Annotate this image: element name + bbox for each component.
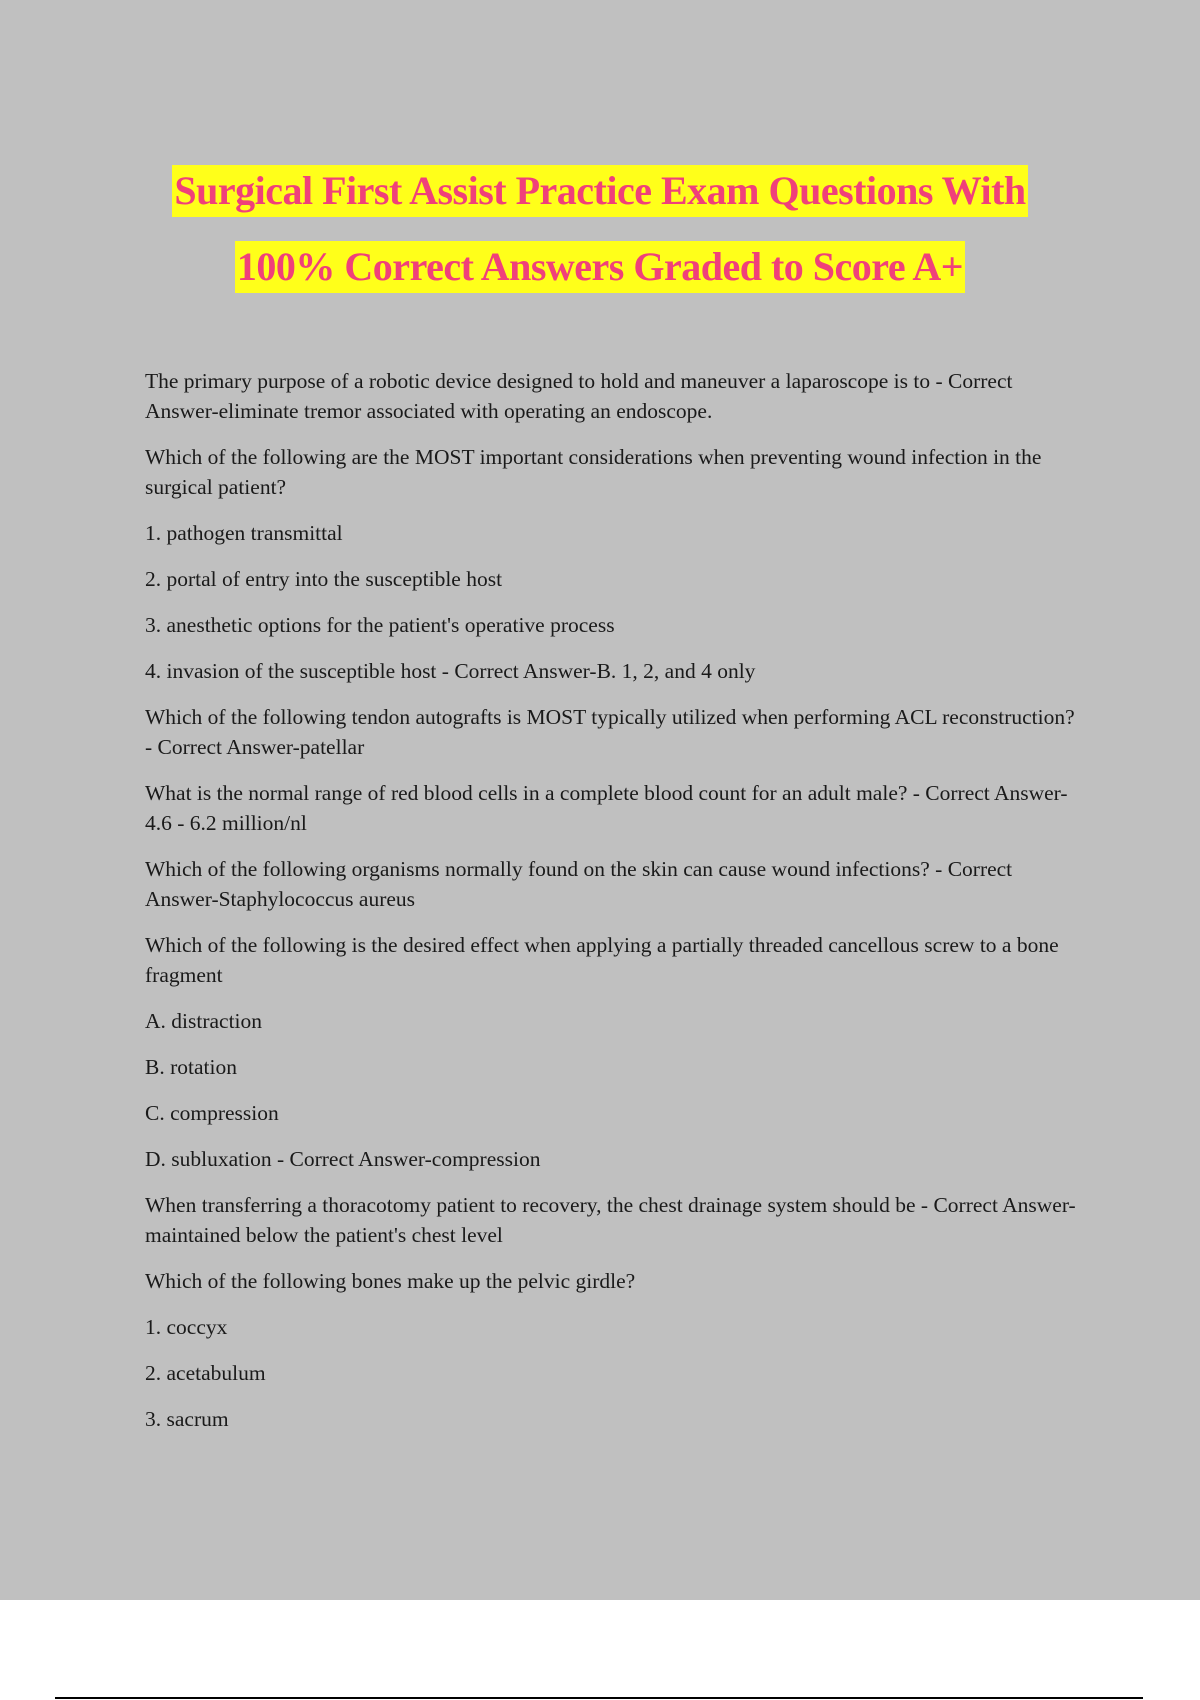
paragraph: C. compression xyxy=(145,1101,279,1125)
document-body xyxy=(145,366,1085,1450)
paragraph: D. subluxation - Correct Answer-compression xyxy=(145,1147,541,1171)
paragraph: What is the normal range of red blood cells in a complete blood count for an adult male? - Correct Answer-4.6 - 6.2 million/nl xyxy=(145,781,1068,835)
document-title xyxy=(0,165,1200,293)
paragraph: 3. sacrum xyxy=(145,1407,229,1431)
paragraph: Which of the following tendon autografts is MOST typically utilized when performing ACL reconstruction? - Correct Answer-patellar xyxy=(145,705,1075,759)
title-line-2: 100% Correct Answers Graded to Score A+ xyxy=(235,241,965,293)
paragraph: Which of the following is the desired effect when applying a partially threaded cancellous screw to a bone fragment xyxy=(145,933,1059,987)
paragraph: Which of the following are the MOST important considerations when preventing wound infection in the surgical patient? xyxy=(145,445,1042,499)
paragraph: 4. invasion of the susceptible host - Correct Answer-B. 1, 2, and 4 only xyxy=(145,659,756,683)
paragraph: Which of the following organisms normally found on the skin can cause wound infections? - Correct Answer-Staphylococcus aureus xyxy=(145,857,1013,911)
paragraph: B. rotation xyxy=(145,1055,237,1079)
page-divider xyxy=(55,1697,1143,1699)
paragraph: Which of the following bones make up the pelvic girdle? xyxy=(145,1269,636,1293)
title-line-1: Surgical First Assist Practice Exam Questions With xyxy=(172,165,1027,217)
paragraph: 1. pathogen transmittal xyxy=(145,521,343,545)
paragraph: A. distraction xyxy=(145,1009,263,1033)
paragraph: 3. anesthetic options for the patient's operative process xyxy=(145,613,615,637)
paragraph: The primary purpose of a robotic device designed to hold and maneuver a laparoscope is to - Correct Answer-eliminate tremor associated with operating an endoscope. xyxy=(145,369,1013,423)
paragraph: 2. portal of entry into the susceptible host xyxy=(145,567,503,591)
paragraph: 2. acetabulum xyxy=(145,1361,266,1385)
paragraph: When transferring a thoracotomy patient to recovery, the chest drainage system should be - Correct Answer-maintained below the patient's chest level xyxy=(145,1193,1076,1247)
paragraph: 1. coccyx xyxy=(145,1315,228,1339)
